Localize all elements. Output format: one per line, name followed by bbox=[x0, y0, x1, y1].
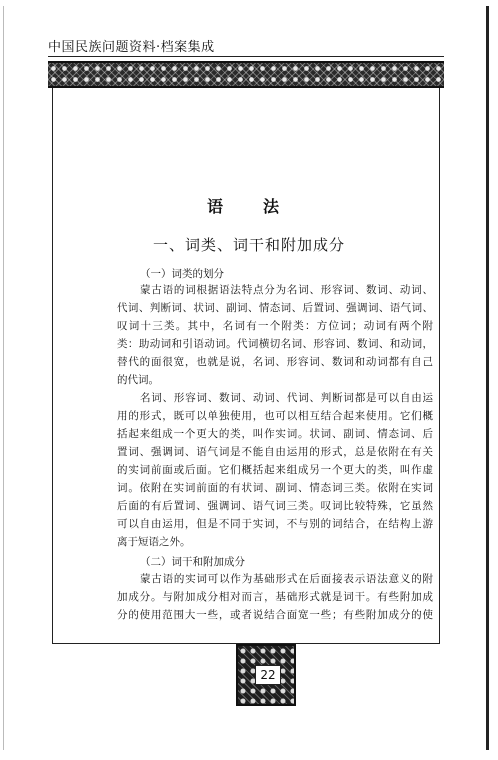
paragraph-3-line: 分的使用范围大一些，或者说结合面宽一些；有些附加成分的使 bbox=[117, 609, 433, 621]
paragraph-1-line: 代词、判断词、状词、副词、情态词、后置词、强调词、语气词、 bbox=[117, 302, 433, 314]
paragraph-2-line: 后面的有后置词、强调词、语气词三类。叹词比较特殊，它虽然 bbox=[117, 500, 433, 512]
paragraph-2-line: 词。依附在实词前面的有状词、副词、情态词三类。依附在实词 bbox=[117, 482, 433, 494]
paragraph-2-line: 用的形式，既可以单独使用，也可以相互结合起来使用。它们概 bbox=[117, 410, 433, 422]
paragraph-1-line: 叹词十三类。其中，名词有一个附类：方位词；动词有两个附 bbox=[117, 320, 433, 332]
series-header: 中国民族问题资料·档案集成 bbox=[48, 40, 215, 55]
paragraph-3-line: 蒙古语的实词可以作为基础形式在后面接表示语法意义的附 bbox=[140, 573, 433, 585]
paragraph-1-line: 蒙古语的词根据语法特点分为名词、形容词、数词、动词、 bbox=[140, 284, 433, 296]
chapter-title: 语 法 bbox=[206, 197, 291, 216]
paragraph-1-line: 的代词。 bbox=[117, 374, 159, 386]
subsection-heading-2: （二）词干和附加成分 bbox=[140, 556, 245, 568]
decorative-ornament-band bbox=[48, 61, 444, 88]
header-rule bbox=[48, 56, 444, 57]
paragraph-2-line: 置词、强调词、语气词是不能自由运用的形式，总是依附在有关 bbox=[117, 446, 433, 458]
paragraph-2-line: 的实词前面或后面。它们概括起来组成另一个更大的类，叫作虚 bbox=[117, 464, 433, 476]
section-title: 一、词类、词干和附加成分 bbox=[152, 236, 345, 254]
page-number: 22 bbox=[255, 665, 281, 685]
paragraph-2-line: 可以自由运用，但是不同于实词，不与别的词结合，在结构上游 bbox=[117, 518, 433, 530]
paragraph-1-line: 替代的面很宽，也就是说，名词、形容词、数词和动词都有自己 bbox=[117, 356, 433, 368]
paragraph-3-line: 加成分。与附加成分相对而言，基础形式就是词干。有些附加成 bbox=[117, 591, 433, 603]
paragraph-2-line: 括起来组成一个更大的类，叫作实词。状词、副词、情态词、后 bbox=[117, 428, 433, 440]
paragraph-1-line: 类：助动词和引语动词。代词横切名词、形容词、数词、和动词， bbox=[117, 338, 433, 350]
paragraph-2-line: 名词、形容词、数词、动词、代词、判断词都是可以自由运 bbox=[140, 392, 433, 404]
subsection-heading-1: （一）词类的划分 bbox=[140, 268, 224, 280]
paragraph-2-line: 离于短语之外。 bbox=[117, 536, 191, 548]
